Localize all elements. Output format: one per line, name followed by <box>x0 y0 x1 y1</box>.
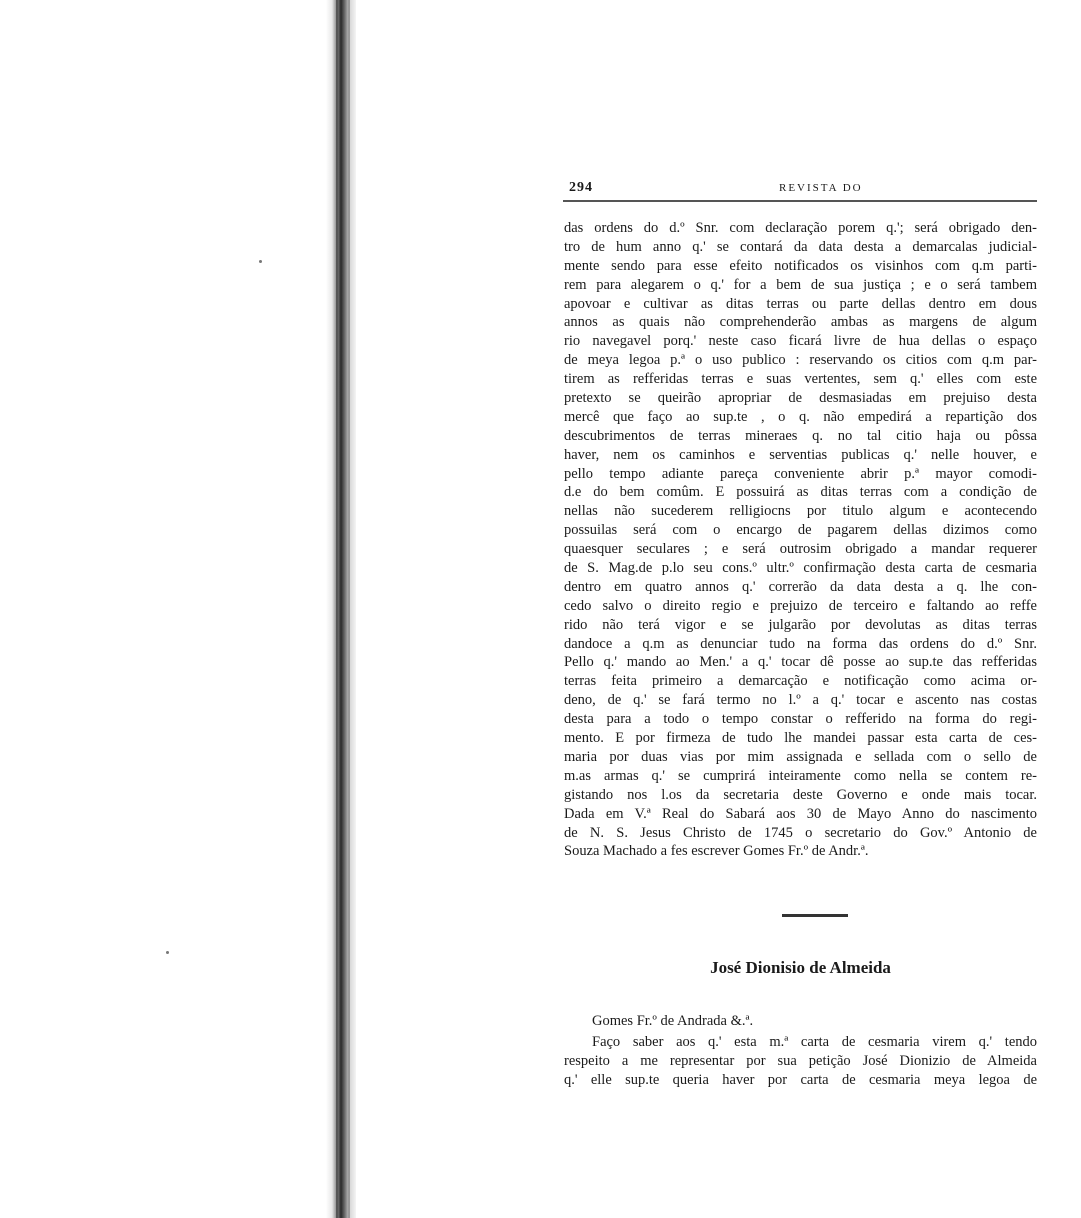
text-line: Souza Machado a fes escrever Gomes Fr.º de Andr.ª. <box>564 843 869 860</box>
text-line: d.e do bem comûm. E possuirá as ditas terras com a condição de <box>564 484 1037 501</box>
text-line: rio navegavel porq.' neste caso ficará livre de hua dellas o espaço <box>564 333 1037 350</box>
text-line: annos as quais não comprehenderão ambas as margens de algum <box>564 314 1037 331</box>
text-line: gistando nos l.os da secretaria deste Governo e onde mais tocar. <box>564 786 1037 803</box>
text-line: rem para alegarem o q.' for a bem de sua justiça ; e o será tambem <box>564 276 1037 293</box>
text-line: de S. Mag.de p.lo seu cons.º ultr.º confirmação desta carta de cesmaria <box>564 560 1037 577</box>
text-line: Dada em V.ª Real do Sabará aos 30 de Mayo Anno do nascimento <box>564 805 1037 822</box>
text-line: rido não terá vigor e se julgarão por devolutas as ditas terras <box>564 616 1037 633</box>
text-line: pello tempo adiante pareça conveniente abrir p.ª mayor comodi- <box>564 465 1037 482</box>
text-line: descubrimentos de terras mineraes q. no tal citio haja ou pôssa <box>564 427 1037 444</box>
section-greeting: Gomes Fr.º de Andrada &.ª. <box>592 1013 754 1029</box>
book-spine-gutter <box>326 0 356 1218</box>
text-line: possuilas será com o encargo de pagarem dellas dizimos como <box>564 522 1037 539</box>
text-line: de meya legoa p.ª o uso publico : reservando os citios com q.m par- <box>564 352 1037 369</box>
text-line: dentro em quatro annos q.' correrão da data desta a q. lhe con- <box>564 578 1037 595</box>
scan-speck <box>166 951 169 954</box>
text-line: apovoar e cultivar as ditas terras ou parte dellas dentro em dous <box>564 295 1037 312</box>
section-body <box>564 1033 1037 1090</box>
text-line: haver, nem os caminhos e serventias publicas q.' nelle houver, e <box>564 446 1037 463</box>
section-title: José Dionisio de Almeida <box>710 958 891 977</box>
text-line: tirem as refferidas terras e suas vertentes, sem q.' elles com este <box>564 371 1037 388</box>
body-passage <box>564 219 1037 861</box>
running-head: REVISTA DO <box>779 182 863 194</box>
page-number: 294 <box>569 180 593 195</box>
text-line: m.as armas q.' se cumprirá inteiramente como nella se contem re- <box>564 767 1037 784</box>
text-line: quaesquer seculares ; e será outrosim obrigado a mandar requerer <box>564 541 1037 558</box>
text-line: das ordens do d.º Snr. com declaração porem q.'; será obrigado den- <box>564 220 1037 236</box>
text-line: mercê que faço ao sup.te , o q. não empedirá a repartição dos <box>564 408 1037 425</box>
text-line: Pello q.' mando ao Men.' a q.' tocar dê posse ao sup.te das refferidas <box>564 654 1037 671</box>
section-divider <box>782 914 848 917</box>
text-line: terras feita primeiro a demarcação e notificação como acima or- <box>564 673 1037 690</box>
text-line: desta para a todo o tempo constar o refferido na forma do regi- <box>564 711 1037 728</box>
text-line: maria por duas vias por mim assignada e sellada com o sello de <box>564 748 1037 765</box>
text-line: q.' elle sup.te queria haver por carta de cesmaria meya legoa de <box>564 1071 1037 1088</box>
text-line: cedo salvo o direito regio e prejuizo de terceiro e faltando ao reffe <box>564 597 1037 614</box>
text-line: tro de hum anno q.' se contará da data desta a demarcalas judicial- <box>564 238 1037 255</box>
spine-edge-line <box>348 0 350 1218</box>
text-line: pretexto se queirão apropriar de desmasiadas em prejuiso desta <box>564 390 1037 407</box>
page-header <box>563 178 1037 202</box>
text-line: mente sendo para esse efeito notificados os visinhos com q.m parti- <box>564 257 1037 274</box>
text-line: deno, de q.' se fará termo no l.º a q.' tocar e ascento nas costas <box>564 692 1037 709</box>
spine-edge-line <box>336 0 338 1218</box>
text-line: respeito a me representar por sua petição José Dionizio de Almeida <box>564 1052 1037 1069</box>
text-line: Faço saber aos q.' esta m.ª carta de cesmaria virem q.' tendo <box>592 1034 1037 1050</box>
text-line: nellas não sucederem relligiocns por titulo algum e acontecendo <box>564 503 1037 520</box>
text-line: de N. S. Jesus Christo de 1745 o secretario do Gov.º Antonio de <box>564 824 1037 841</box>
scan-speck <box>259 260 262 263</box>
text-line: mento. E por firmeza de tudo lhe mandei passar esta carta de ces- <box>564 730 1037 747</box>
text-line: dandoce a q.m as denunciar tudo na forma das ordens do d.º Snr. <box>564 635 1037 652</box>
